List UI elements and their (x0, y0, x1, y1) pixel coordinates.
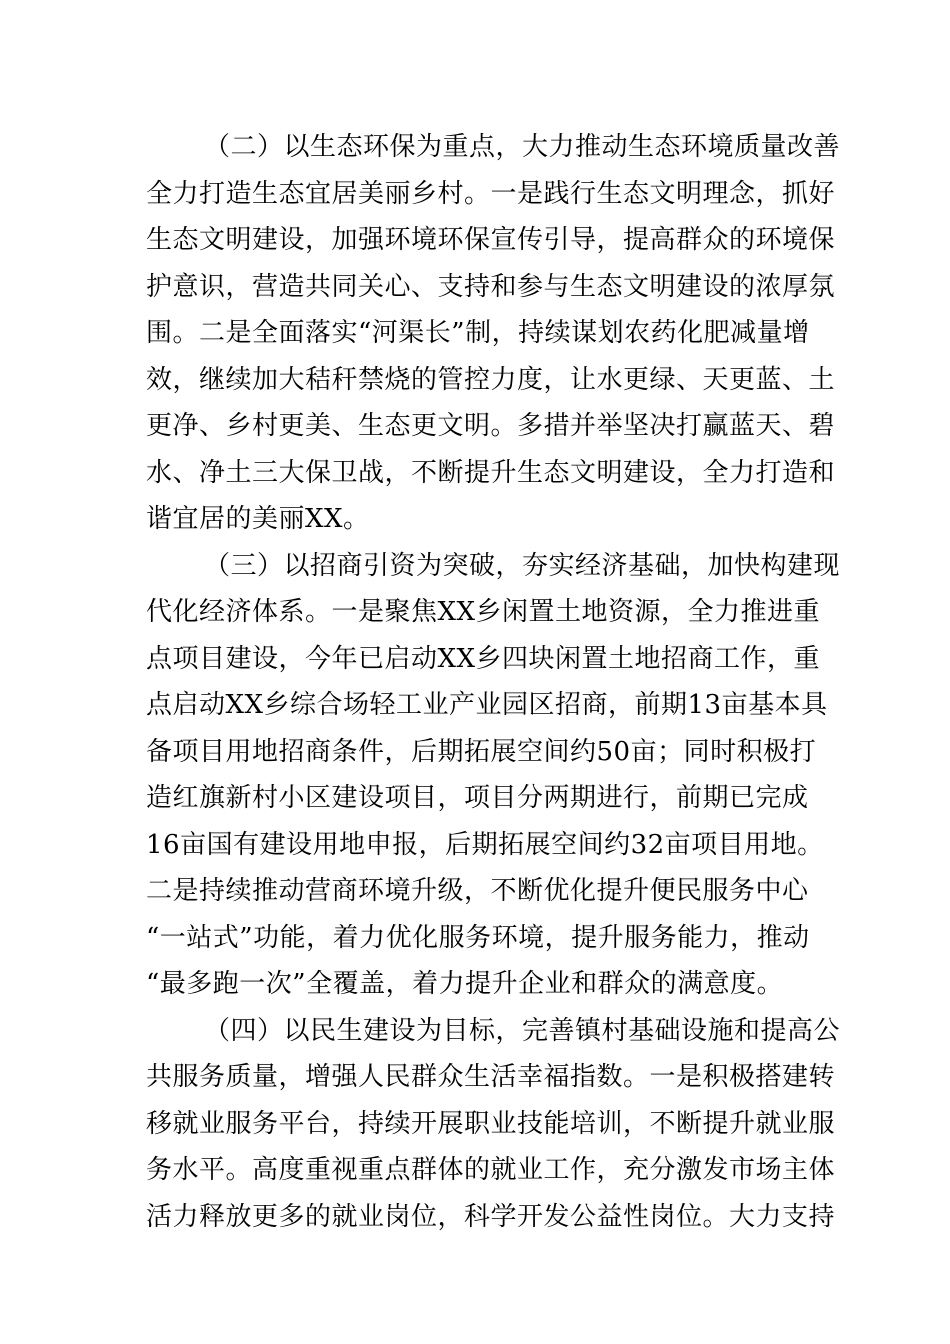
text-line: 更净、乡村更美、生态更文明。多措并举坚决打赢蓝天、碧 (146, 411, 836, 441)
text-line: 务水平。高度重视重点群体的就业工作，充分激发市场主体 (146, 1155, 836, 1185)
text-line: 生态文明建设，加强环境环保宣传引导，提高群众的环境保 (146, 225, 836, 255)
paragraph-investment (146, 543, 841, 1008)
text-line: 活力释放更多的就业岗位，科学开发公益性岗位。大力支持 (146, 1201, 836, 1232)
text-line: 全力打造生态宜居美丽乡村。一是践行生态文明理念，抓好 (146, 178, 836, 209)
text-line: 效，继续加大秸秆禁烧的管控力度，让水更绿、天更蓝、土 (146, 364, 836, 395)
text-line: 点项目建设，今年已启动XX乡四块闲置土地招商工作，重 (146, 643, 821, 674)
text-line: 围。二是全面落实“河渠长”制，持续谋划农药化肥减量增 (146, 318, 810, 348)
text-line: 造红旗新村小区建设项目，项目分两期进行，前期已完成 (146, 783, 809, 813)
text-line: “一站式”功能，着力优化服务环境，提升服务能力，推动 (146, 922, 810, 953)
text-line: 谐宜居的美丽XX。 (146, 504, 370, 534)
paragraph-ecology (146, 124, 841, 543)
text-line: 代化经济体系。一是聚焦XX乡闲置土地资源，全力推进重 (146, 597, 821, 627)
text-line: （二）以生态环保为重点，大力推动生态环境质量改善 (204, 132, 841, 162)
document-body (146, 124, 841, 1240)
text-line: “最多跑一次”全覆盖，着力提升企业和群众的满意度。 (146, 969, 784, 999)
text-line: 二是持续推动营商环境升级，不断优化提升便民服务中心 (146, 876, 809, 906)
text-line: 备项目用地招商条件，后期拓展空间约50亩；同时积极打 (146, 736, 817, 767)
text-line: 点启动XX乡综合场轻工业产业园区招商，前期13亩基本具 (146, 690, 828, 720)
text-line: 护意识，营造共同关心、支持和参与生态文明建设的浓厚氛 (146, 271, 836, 302)
paragraph-livelihood (146, 1008, 841, 1241)
text-line: 16亩国有建设用地申报，后期拓展空间约32亩项目用地。 (146, 829, 824, 860)
text-line: 共服务质量，增强人民群众生活幸福指数。一是积极搭建转 (146, 1062, 836, 1092)
text-line: （三）以招商引资为突破，夯实经济基础，加快构建现 (204, 550, 841, 581)
text-line: 水、净土三大保卫战，不断提升生态文明建设，全力打造和 (146, 457, 836, 488)
text-line: （四）以民生建设为目标，完善镇村基础设施和提高公 (204, 1015, 841, 1046)
text-line: 移就业服务平台，持续开展职业技能培训，不断提升就业服 (146, 1108, 836, 1139)
